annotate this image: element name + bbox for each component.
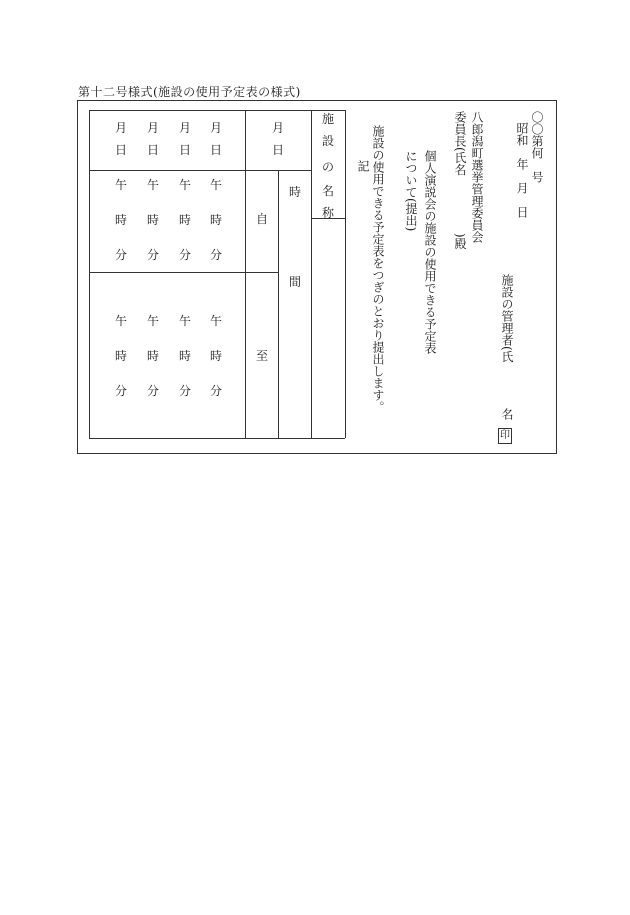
from-minute-cell-2: 分	[146, 248, 159, 262]
to-hour-cell-2: 時	[146, 349, 159, 363]
from-label: 自	[255, 212, 268, 226]
month-cell-4: 月	[209, 121, 222, 135]
table-border-left	[89, 110, 90, 438]
to-minute-cell-2: 分	[146, 384, 159, 398]
month-cell-5: 月	[271, 121, 284, 135]
table-row-divider-2	[89, 272, 278, 273]
chairman-label: 委員長(氏名	[453, 111, 467, 176]
from-noon-cell-4: 午	[209, 178, 222, 192]
from-hour-cell-3: 時	[178, 213, 191, 227]
from-noon-cell-2: 午	[146, 178, 159, 192]
subject-line-2: について(提出)	[404, 150, 418, 232]
table-divider-time	[311, 110, 312, 438]
from-hour-cell-4: 時	[209, 213, 222, 227]
facility-header-char-2: 設	[321, 134, 334, 148]
day-cell-2: 日	[146, 143, 159, 157]
to-hour-cell-3: 時	[178, 349, 191, 363]
facility-header-char-5: 称	[321, 206, 334, 220]
month-cell-1: 月	[114, 121, 127, 135]
month-cell-2: 月	[146, 121, 159, 135]
to-minute-cell-1: 分	[114, 384, 127, 398]
from-hour-cell-2: 時	[146, 213, 159, 227]
to-hour-cell-4: 時	[209, 349, 222, 363]
form-title: 第十二号様式(施設の使用予定表の様式)	[78, 85, 301, 99]
table-divider-date	[245, 110, 246, 438]
month-cell-3: 月	[178, 121, 191, 135]
manager-name-end: 名	[500, 408, 514, 420]
document-number: 〇〇第何 号	[530, 111, 544, 183]
committee-name: 八郎潟町選挙管理委員会	[470, 111, 484, 243]
from-minute-cell-1: 分	[114, 248, 127, 262]
from-minute-cell-4: 分	[209, 248, 222, 262]
ki-label: 記	[356, 160, 370, 172]
table-border-top	[89, 110, 345, 111]
day-cell-3: 日	[178, 143, 191, 157]
to-hour-cell-1: 時	[114, 349, 127, 363]
from-hour-cell-1: 時	[114, 213, 127, 227]
to-minute-cell-3: 分	[178, 384, 191, 398]
day-cell-1: 日	[114, 143, 127, 157]
table-divider-fromto	[278, 170, 279, 438]
dono-label: )殿	[453, 233, 467, 250]
from-noon-cell-3: 午	[178, 178, 191, 192]
facility-header-char-3: の	[321, 160, 334, 174]
to-noon-cell-3: 午	[178, 314, 191, 328]
to-label: 至	[255, 349, 268, 363]
manager-label: 施設の管理者(氏	[500, 274, 514, 363]
body-text: 施設の使用できる予定表をつぎのとおり提出します。	[371, 125, 385, 413]
document-date: 昭和 年 月 日	[515, 122, 529, 218]
day-cell-5: 日	[271, 143, 284, 157]
facility-header-char-1: 施	[321, 112, 334, 126]
seal-mark: 印	[498, 428, 512, 444]
table-border-bottom	[89, 438, 345, 439]
facility-header-char-4: 名	[321, 184, 334, 198]
to-noon-cell-1: 午	[114, 314, 127, 328]
table-row-divider-1	[89, 170, 311, 171]
to-minute-cell-4: 分	[209, 384, 222, 398]
time-header-char-1: 時	[288, 185, 301, 199]
time-header-char-2: 間	[288, 275, 301, 289]
day-cell-4: 日	[209, 143, 222, 157]
table-border-right	[345, 110, 346, 438]
subject-line-1: 個人演説会の施設の使用できる予定表	[423, 150, 437, 354]
to-noon-cell-2: 午	[146, 314, 159, 328]
from-noon-cell-1: 午	[114, 178, 127, 192]
from-minute-cell-3: 分	[178, 248, 191, 262]
to-noon-cell-4: 午	[209, 314, 222, 328]
